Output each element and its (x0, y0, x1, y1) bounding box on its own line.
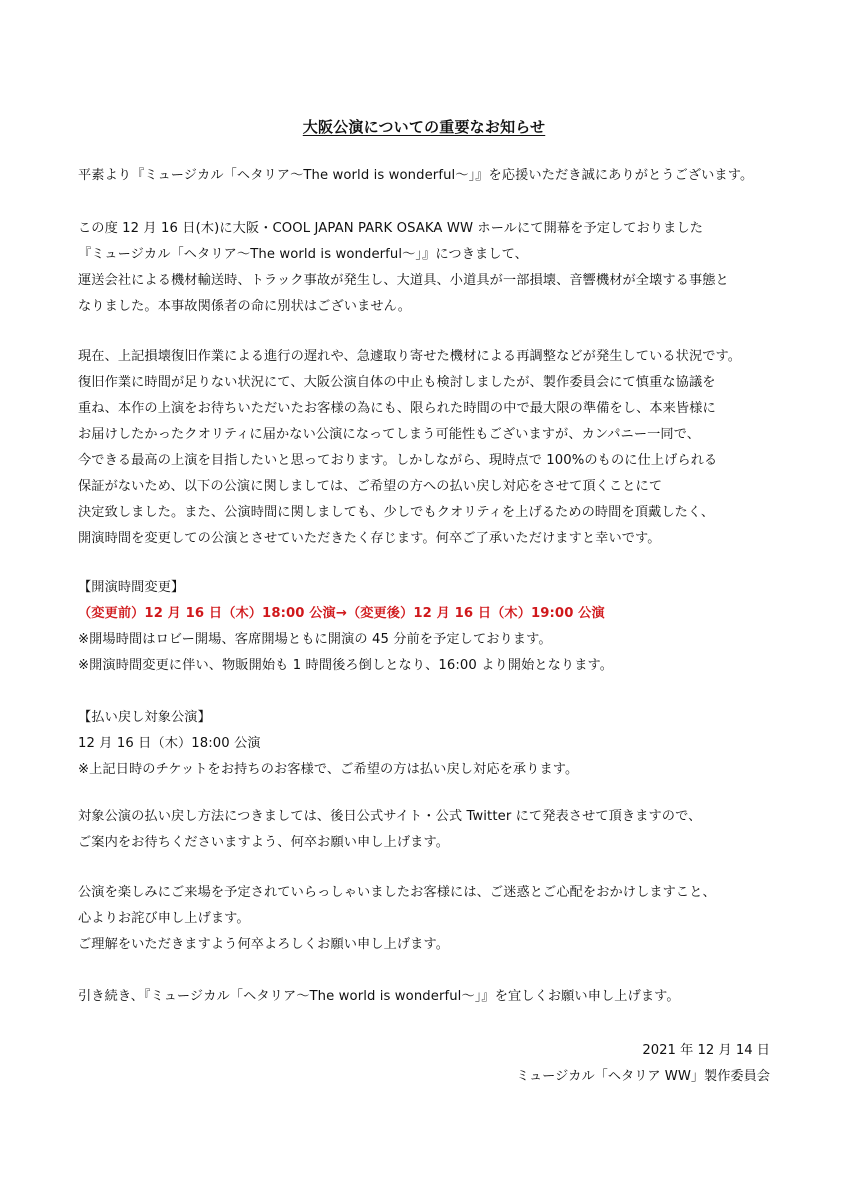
document-date: 2021 年 12 月 14 日 (642, 1043, 770, 1058)
refund-note: ※上記日時のチケットをお持ちのお客様で、ご希望の方は払い戻し対応を承ります。 (78, 762, 579, 777)
apology-paragraph (78, 880, 778, 958)
status-paragraph (78, 344, 778, 552)
status-line: お届けしたかったクオリティに届かない公演になってしまう可能性もございますが、カンパニー一同で、 (78, 427, 700, 442)
accident-paragraph (78, 216, 778, 320)
refund-section (78, 705, 778, 783)
apology-line: 公演を楽しみにご来場を予定されていらっしゃいましたお客様には、ご迷惑とご心配をおかけしますこと、 (78, 885, 716, 900)
greeting-paragraph (78, 163, 778, 189)
apology-line: 心よりお詫び申し上げます。 (78, 911, 250, 926)
greeting-line: 平素より『ミュージカル「ヘタリア～The world is wonderful～」』を応援いただき誠にありがとうございます。 (78, 168, 754, 183)
apology-line: ご理解をいただきますよう何卒よろしくお願い申し上げます。 (78, 937, 449, 952)
status-line: 決定致しました。また、公演時間に関しましても、少しでもクオリティを上げるための時間を頂戴したく、 (78, 505, 715, 520)
status-line: 現在、上記損壊復旧作業による進行の遅れや、急遽取り寄せた機材による再調整などが発生している状況です。 (78, 349, 742, 364)
status-line: 復旧作業に時間が足りない状況にて、大阪公演自体の中止も検討しましたが、製作委員会にて慎重な協議を (78, 375, 716, 390)
signature: ミュージカル「ヘタリア WW」製作委員会 (516, 1069, 770, 1084)
refund-method-paragraph (78, 804, 778, 856)
status-line: 開演時間を変更しての公演とさせていただきたく存じます。何卒ご了承いただけますと幸いです。 (78, 531, 661, 546)
page-title: 大阪公演についての重要なお知らせ (302, 118, 546, 136)
time-change-note: ※開演時間変更に伴い、物販開始も 1 時間後ろ倒しとなり、16:00 より開始となります。 (78, 658, 614, 673)
time-change-section (78, 575, 778, 679)
refund-method-line: ご案内をお待ちくださいますよう、何卒お願い申し上げます。 (78, 835, 449, 850)
closing-paragraph (78, 984, 778, 1010)
status-line: 保証がないため、以下の公演に関しましては、ご希望の方への払い戻し対応をさせて頂くことにて (78, 479, 663, 494)
accident-line: なりました。本事故関係者の命に別状はございません。 (78, 299, 411, 314)
refund-heading: 【払い戻し対象公演】 (78, 710, 211, 725)
time-change-heading: 【開演時間変更】 (78, 580, 185, 595)
accident-line: この度 12 月 16 日(木)に大阪・COOL JAPAN PARK OSAKA WW ホールにて開幕を予定しておりました (78, 221, 704, 236)
accident-line: 運送会社による機材輸送時、トラック事故が発生し、大道具、小道具が一部損壊、音響機材が全壊する事態と (78, 273, 729, 288)
refund-method-line: 対象公演の払い戻し方法につきましては、後日公式サイト・公式 Twitter にて発表させて頂きますので、 (78, 809, 702, 824)
accident-line: 『ミュージカル「ヘタリア～The world is wonderful～」』につきまして、 (78, 247, 528, 262)
status-line: 今できる最高の上演を目指したいと思っております。しかしながら、現時点で 100%のものに仕上げられる (78, 453, 718, 468)
time-change-note: ※開場時間はロビー開場、客席開場ともに開演の 45 分前を予定しております。 (78, 632, 552, 647)
closing-line: 引き続き、『ミュージカル「ヘタリア～The world is wonderful～」』を宜しくお願い申し上げます。 (78, 989, 680, 1004)
time-change-line: （変更前）12 月 16 日（木）18:00 公演→（変更後）12 月 16 日（木）19:00 公演 (78, 606, 605, 621)
refund-performance: 12 月 16 日（木）18:00 公演 (78, 736, 261, 751)
status-line: 重ね、本作の上演をお待ちいただいたお客様の為にも、限られた時間の中で最大限の準備をし、本来皆様に (78, 401, 716, 416)
